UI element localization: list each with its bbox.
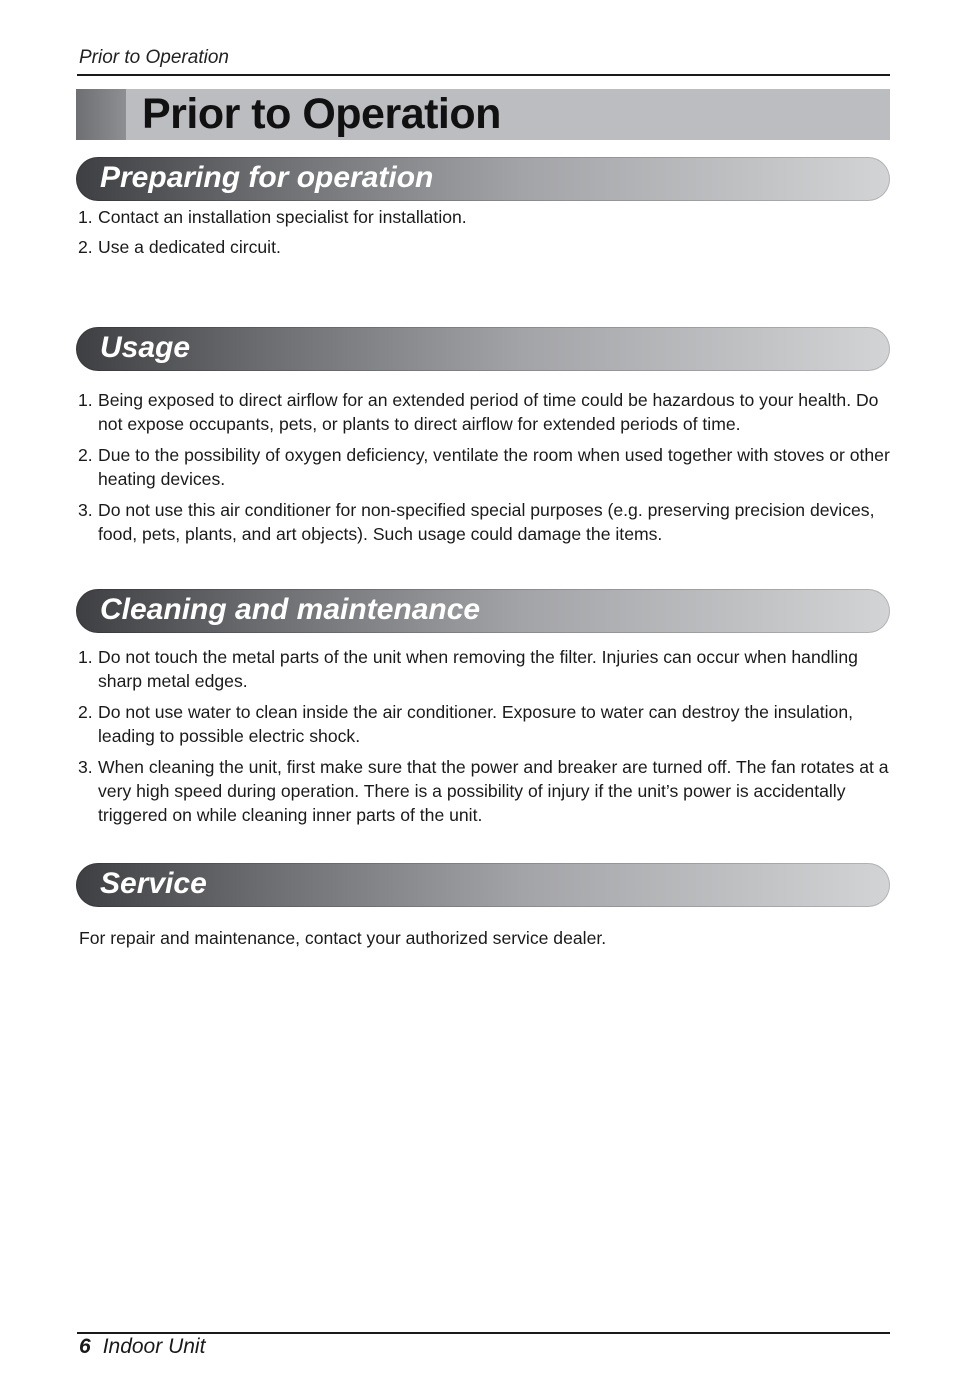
list-item: 2. Due to the possibility of oxygen deficiency, ventilate the room when used together with stoves or other heating devices.: [78, 445, 890, 489]
service-text: For repair and maintenance, contact your authorized service dealer.: [79, 928, 607, 948]
page-title-bar: [76, 89, 890, 140]
preparing-list: [78, 205, 893, 259]
footer-label: Indoor Unit: [102, 1335, 206, 1358]
list-item: 2. Use a dedicated circuit.: [78, 237, 281, 257]
usage-list: [78, 388, 893, 546]
header-divider: [77, 74, 890, 76]
section-title: Cleaning and maintenance: [100, 593, 481, 626]
page-number: 6: [79, 1335, 91, 1358]
title-accent-block: [76, 89, 126, 140]
running-header: Prior to Operation: [79, 47, 229, 68]
section-header-preparing: [76, 157, 890, 201]
cleaning-list: [78, 645, 893, 827]
section-title: Preparing for operation: [100, 161, 434, 194]
page-title: Prior to Operation: [142, 90, 501, 138]
page-footer: [79, 1335, 205, 1359]
list-item: 2. Do not use water to clean inside the air conditioner. Exposure to water can destroy the insulation, leading to possible electric shock.: [78, 702, 854, 746]
section-header-service: [76, 863, 890, 907]
section-title: Usage: [100, 331, 191, 364]
list-item: 3. When cleaning the unit, first make sure that the power and breaker are turned off. The fan rotates at a very high speed during operation. There is a possibility of injury if the unit’s power is accidentally triggered on while cleaning inner parts of the unit.: [78, 757, 889, 825]
list-item: 1. Contact an installation specialist for installation.: [78, 207, 467, 227]
section-title: Service: [100, 867, 207, 900]
section-header-cleaning: [76, 589, 890, 633]
list-item: 1. Being exposed to direct airflow for an extended period of time could be hazardous to your health. Do not expose occupants, pets, or plants to direct airflow for extended periods of time.: [78, 390, 879, 434]
section-header-usage: [76, 327, 890, 371]
list-item: 1. Do not touch the metal parts of the unit when removing the filter. Injuries can occur when handling sharp metal edges.: [78, 647, 858, 691]
list-item: 3. Do not use this air conditioner for non-specified special purposes (e.g. preserving precision devices, food, pets, plants, and art objects). Such usage could damage the items.: [78, 500, 875, 544]
footer-divider: [77, 1332, 890, 1334]
